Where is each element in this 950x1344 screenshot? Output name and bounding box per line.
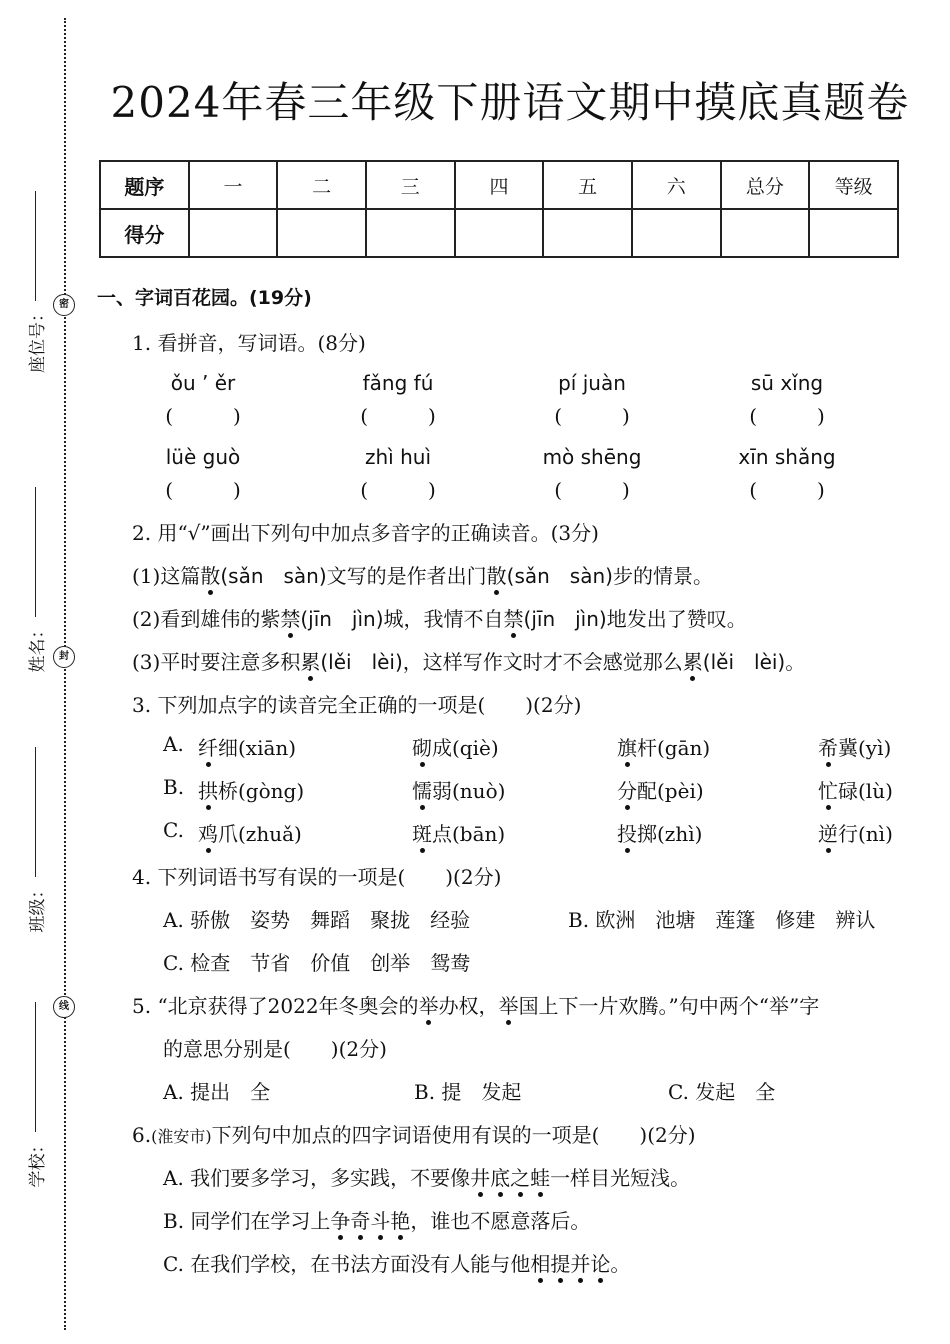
score-table-score-row: [100, 209, 898, 257]
q3-word: [198, 775, 304, 804]
q1-pinyin: xīn shǎng: [738, 445, 836, 469]
dotted-char: 斑: [412, 818, 432, 847]
q3-option-c-label[interactable]: C.: [163, 818, 184, 842]
text-run: B. 同学们在学习上: [163, 1209, 331, 1233]
score-input-cell[interactable]: [809, 209, 898, 257]
source-tag: (淮安市): [151, 1127, 212, 1146]
q1-pinyin: lüè guò: [165, 445, 241, 469]
q3-word: [198, 732, 296, 761]
dotted-char: 累: [300, 646, 320, 675]
word-rest: 点(bān): [432, 822, 506, 846]
word-rest: 成(qiè): [432, 736, 499, 760]
score-table-header-row: [100, 161, 898, 209]
dotted-char: 并: [570, 1248, 590, 1277]
dotted-char: 举: [499, 990, 519, 1019]
dotted-char: 举: [419, 990, 439, 1019]
score-cell-header: 等级: [809, 161, 898, 209]
pinyin-choice[interactable]: (lěi lèi)，这样写作文时才不会感觉那么: [320, 650, 683, 674]
class-label: 班级：: [27, 881, 48, 933]
q5-stem-continued: 的意思分别是( )(2分): [163, 1037, 387, 1061]
text-run: (3)平时要注意多积: [132, 650, 301, 674]
q5-option-a[interactable]: A. 提出 全: [163, 1080, 271, 1104]
text-run: A. 我们要多学习，多实践，不要像: [163, 1166, 471, 1190]
section-1-heading: 一、字词百花园。(19分): [97, 287, 312, 309]
word-rest: 弱(nuò): [432, 779, 506, 803]
q6-stem: [132, 1119, 696, 1148]
class-line: [35, 748, 36, 878]
dotted-char: 禁: [280, 603, 300, 632]
pinyin-choice[interactable]: (sǎn sàn)文写的是作者出门: [220, 564, 487, 588]
q4-option-c[interactable]: C. 检查 节省 价值 创举 鸳鸯: [163, 951, 471, 975]
score-input-cell[interactable]: [277, 209, 366, 257]
text-run: C. 在我们学校，在书法方面没有人能与他: [163, 1252, 531, 1276]
dotted-char: 蛙: [530, 1162, 550, 1191]
pinyin-choice[interactable]: (sǎn sàn)步的情景。: [506, 564, 713, 588]
word-rest: 爪(zhuǎ): [218, 822, 302, 846]
dotted-char: 底: [490, 1162, 510, 1191]
q1-stem: 1. 看拼音，写词语。(8分): [132, 331, 366, 355]
score-cell-header: 五: [543, 161, 632, 209]
dotted-char: 拱: [198, 775, 218, 804]
dotted-char: 投: [617, 818, 637, 847]
q1-pinyin: zhì huì: [365, 445, 431, 469]
score-cell-header: 一: [189, 161, 278, 209]
dotted-char: 懦: [412, 775, 432, 804]
q1-pinyin: fǎng fú: [362, 371, 434, 395]
q5-stem: [132, 990, 819, 1019]
school-label: 学校：: [27, 1136, 48, 1188]
q5-option-b[interactable]: B. 提 发起: [414, 1080, 522, 1104]
pinyin-choice[interactable]: (jīn jìn)地发出了赞叹。: [523, 607, 747, 631]
q6-option-b[interactable]: [163, 1205, 590, 1234]
score-cell-header: 三: [366, 161, 455, 209]
text-run: 5. “北京获得了2022年冬奥会的: [132, 994, 419, 1018]
dotted-char: 逆: [818, 818, 838, 847]
word-rest: 冀(yì): [838, 736, 892, 760]
word-rest: 掷(zhì): [637, 822, 703, 846]
q1-answer-blank[interactable]: ( ): [749, 478, 825, 502]
score-input-cell[interactable]: [543, 209, 632, 257]
dotted-idiom: [330, 1209, 410, 1233]
score-cell-header: 二: [277, 161, 366, 209]
q3-word: [617, 732, 710, 761]
q3-word: [198, 818, 302, 847]
q2-sentence-3: [132, 646, 805, 675]
q3-word: [617, 818, 702, 847]
score-cell-header: 四: [455, 161, 544, 209]
score-input-cell[interactable]: [455, 209, 544, 257]
score-cell-header: 题序: [100, 161, 189, 209]
dotted-char: 相: [530, 1248, 550, 1277]
word-rest: 细(xiān): [218, 736, 297, 760]
pinyin-choice[interactable]: (lěi lèi)。: [702, 650, 806, 674]
text-run: 。: [610, 1252, 631, 1276]
dotted-char: 纤: [198, 732, 218, 761]
word-rest: 杆(gān): [637, 736, 711, 760]
score-input-cell[interactable]: [721, 209, 810, 257]
q1-answer-blank[interactable]: ( ): [360, 404, 436, 428]
q4-stem: 4. 下列词语书写有误的一项是( )(2分): [132, 865, 502, 889]
q3-word: [412, 775, 505, 804]
dotted-char: 论: [590, 1248, 610, 1277]
text-run: 国上下一片欢腾。”句中两个“举”字: [518, 994, 820, 1018]
q3-stem: 3. 下列加点字的读音完全正确的一项是( )(2分): [132, 693, 582, 717]
score-cell-header: 六: [632, 161, 721, 209]
score-input-cell[interactable]: [189, 209, 278, 257]
dotted-idiom: [530, 1252, 610, 1276]
q3-word: [818, 818, 893, 847]
score-input-cell[interactable]: [632, 209, 721, 257]
q6-option-c[interactable]: [163, 1248, 630, 1277]
name-line: [35, 488, 36, 618]
dotted-char: 斗: [370, 1205, 390, 1234]
seat-number-label: 座位号：: [27, 305, 48, 373]
binding-dotted-line: [64, 18, 66, 1330]
word-rest: 配(pèi): [637, 779, 704, 803]
q5-option-c[interactable]: C. 发起 全: [668, 1080, 776, 1104]
q1-answer-blank[interactable]: ( ): [749, 404, 825, 428]
q1-answer-blank[interactable]: ( ): [554, 404, 630, 428]
seal-mark-xian: 线: [53, 996, 75, 1018]
q6-option-a[interactable]: [163, 1162, 690, 1191]
score-input-cell[interactable]: [366, 209, 455, 257]
q3-option-b-label[interactable]: B.: [163, 775, 185, 799]
dotted-char: 提: [550, 1248, 570, 1277]
score-row-label: 得分: [100, 209, 189, 257]
dotted-char: 奇: [350, 1205, 370, 1234]
dotted-char: 禁: [504, 603, 524, 632]
text-run: 下列句中加点的四字词语使用有误的一项是( )(2分): [211, 1123, 696, 1147]
question-number: 6.: [132, 1123, 152, 1147]
pinyin-choice[interactable]: (jīn jìn)城，我情不自: [300, 607, 504, 631]
q3-word: [412, 818, 505, 847]
word-rest: 碌(lù): [838, 779, 893, 803]
dotted-char: 艳: [390, 1205, 410, 1234]
score-cell-header: 总分: [721, 161, 810, 209]
q3-word: [818, 775, 893, 804]
word-rest: 行(nì): [838, 822, 893, 846]
score-table: [99, 160, 899, 258]
school-line: [35, 1003, 36, 1133]
q1-answer-blank[interactable]: ( ): [554, 478, 630, 502]
dotted-char: 井: [470, 1162, 490, 1191]
q4-option-b[interactable]: B. 欧洲 池塘 莲篷 修建 辨认: [568, 908, 876, 932]
q2-stem: 2. 用“√”画出下列句中加点多音字的正确读音。(3分): [132, 521, 599, 545]
dotted-char: 希: [818, 732, 838, 761]
dotted-idiom: [470, 1166, 550, 1190]
q2-sentence-2: [132, 603, 747, 632]
dotted-char: 分: [617, 775, 637, 804]
dotted-char: 鸡: [198, 818, 218, 847]
q1-pinyin: mò shēng: [542, 445, 642, 469]
text-run: (1)这篇: [132, 564, 201, 588]
seal-mark-mi: 密: [53, 294, 75, 316]
q3-option-a-label[interactable]: A.: [163, 732, 184, 756]
q1-answer-blank[interactable]: ( ): [360, 478, 436, 502]
dotted-char: 散: [200, 560, 220, 589]
text-run: (2)看到雄伟的紫: [132, 607, 281, 631]
name-label: 姓名：: [27, 621, 48, 673]
dotted-char: 之: [510, 1162, 530, 1191]
dotted-char: 忙: [818, 775, 838, 804]
q3-word: [818, 732, 891, 761]
q4-option-a[interactable]: A. 骄傲 姿势 舞蹈 聚拢 经验: [163, 908, 471, 932]
q3-word: [412, 732, 499, 761]
q1-answer-blank[interactable]: ( ): [165, 478, 241, 502]
seal-mark-feng: 封: [53, 646, 75, 668]
text-run: 办权，: [438, 994, 499, 1018]
word-rest: 桥(gòng): [218, 779, 305, 803]
q1-pinyin: ǒu ’ ěr: [170, 371, 236, 395]
dotted-char: 争: [330, 1205, 350, 1234]
q1-pinyin: pí juàn: [558, 371, 626, 395]
text-run: ，谁也不愿意落后。: [410, 1209, 591, 1233]
dotted-char: 散: [487, 560, 507, 589]
dotted-char: 旗: [617, 732, 637, 761]
q3-word: [617, 775, 704, 804]
q1-pinyin: sū xǐng: [750, 371, 824, 395]
q1-answer-blank[interactable]: ( ): [165, 404, 241, 428]
dotted-char: 累: [683, 646, 703, 675]
q2-sentence-1: [132, 560, 713, 589]
seat-number-line: [35, 191, 36, 301]
dotted-char: 砌: [412, 732, 432, 761]
page-title: 2024年春三年级下册语文期中摸底真题卷: [110, 78, 910, 127]
text-run: 一样目光短浅。: [550, 1166, 691, 1190]
